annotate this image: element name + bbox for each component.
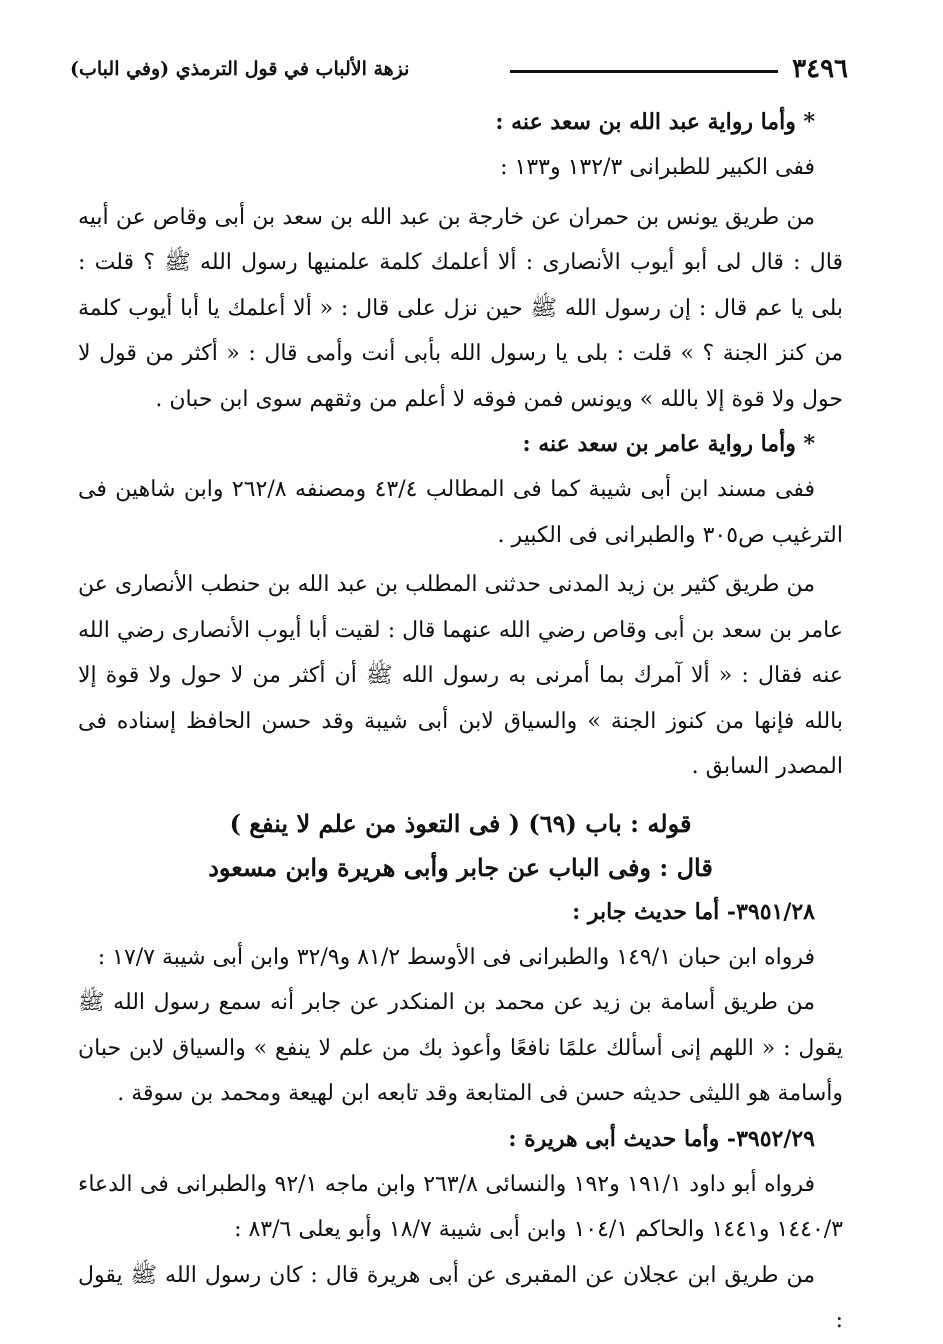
page-body (78, 100, 843, 1344)
paragraph: ففى الكبير للطبرانى ١٣٢/٣ و١٣٣ : (500, 155, 815, 180)
paragraph: من طريق أسامة بن زيد عن محمد بن المنكدر عن جابر أنه سمع رسول الله ﷺ يقول : « اللهم إنى أسألك علمًا نافعًا وأعوذ بك من علم لا ينفع » والسياق لابن حبان وأسامة هو الليثى حديثه حسن فى المتابعة وقد تابعه ابن لهيعة ومحمد بن سوقة . (78, 990, 843, 1106)
paragraph: من طريق يونس بن حمران عن خارجة بن عبد الله بن سعد بن أبى وقاص عن أبيه قال : قال لى أبو أيوب الأنصارى : ألا أعلمك كلمة علمنيها رسول الله ﷺ ؟ قلت : بلى يا عم قال : إن رسول الله ﷺ حين نزل على قال : « ألا أعلمك يا أبا أيوب كلمة من كنز الجنة ؟ » قلت : بلى يا رسول الله بأبى أنت وأمى قال : « أكثر من قول لا حول ولا قوة إلا بالله » ويونس فمن فوقه لا أعلم من وثقهم سوى ابن حبان . (78, 204, 843, 412)
paragraph: فرواه ابن حبان ١٤٩/١ والطبرانى فى الأوسط ٨١/٢ و٣٢/٩ وابن أبى شيبة ١٧/٧ : (97, 944, 815, 970)
paragraph: من طريق ابن عجلان عن المقبرى عن أبى هريرة قال : كان رسول الله ﷺ يقول : (78, 1262, 843, 1333)
page-number: ٣٤٩٦ (792, 54, 848, 84)
running-title: نزهة الألباب في قول الترمذي (وفي الباب) (70, 58, 410, 80)
section-heading: ٣٩٥١/٢٨- أما حديث جابر : (572, 898, 815, 925)
paragraph: ففى مسند ابن أبى شيبة كما فى المطالب ٤٣/٤ ومصنفه ٢٦٢/٨ وابن شاهين فى الترغيب ص٣٠٥ والطبرانى فى الكبير . (78, 477, 843, 548)
header-rule (510, 70, 778, 73)
section-heading: * وأما رواية عامر بن سعد عنه : (522, 431, 815, 457)
chapter-subtitle: قال : وفى الباب عن جابر وأبى هريرة وابن مسعود (208, 852, 713, 882)
section-heading: * وأما رواية عبد الله بن سعد عنه : (495, 109, 815, 135)
chapter-title: قوله : باب (٦٩) ( فى التعوذ من علم لا ينفع ) (229, 808, 692, 838)
paragraph: من طريق كثير بن زيد المدنى حدثنى المطلب بن عبد الله بن حنطب الأنصارى عن عامر بن سعد بن أبى وقاص رضي الله عنهما قال : لقيت أبا أيوب الأنصارى رضي الله عنه فقال : « ألا آمرك بما أمرنى به رسول الله ﷺ أن أكثر من لا حول ولا قوة إلا بالله فإنها من كنوز الجنة » والسياق لابن أبى شيبة وقد حسن الحافظ إسناده فى المصدر السابق . (78, 572, 843, 779)
paragraph: فرواه أبو داود ١٩١/١ و١٩٢ والنسائى ٢٦٣/٨ وابن ماجه ٩٢/١ والطبرانى فى الدعاء ١٤٤٠/٣ و١٤٤١ والحاكم ١٠٤/١ وابن أبى شيبة ١٨/٧ وأبو يعلى ٨٣/٦ : (78, 1171, 843, 1242)
section-heading: ٣٩٥٢/٢٩- وأما حديث أبى هريرة : (508, 1125, 815, 1152)
page-header (70, 52, 848, 86)
